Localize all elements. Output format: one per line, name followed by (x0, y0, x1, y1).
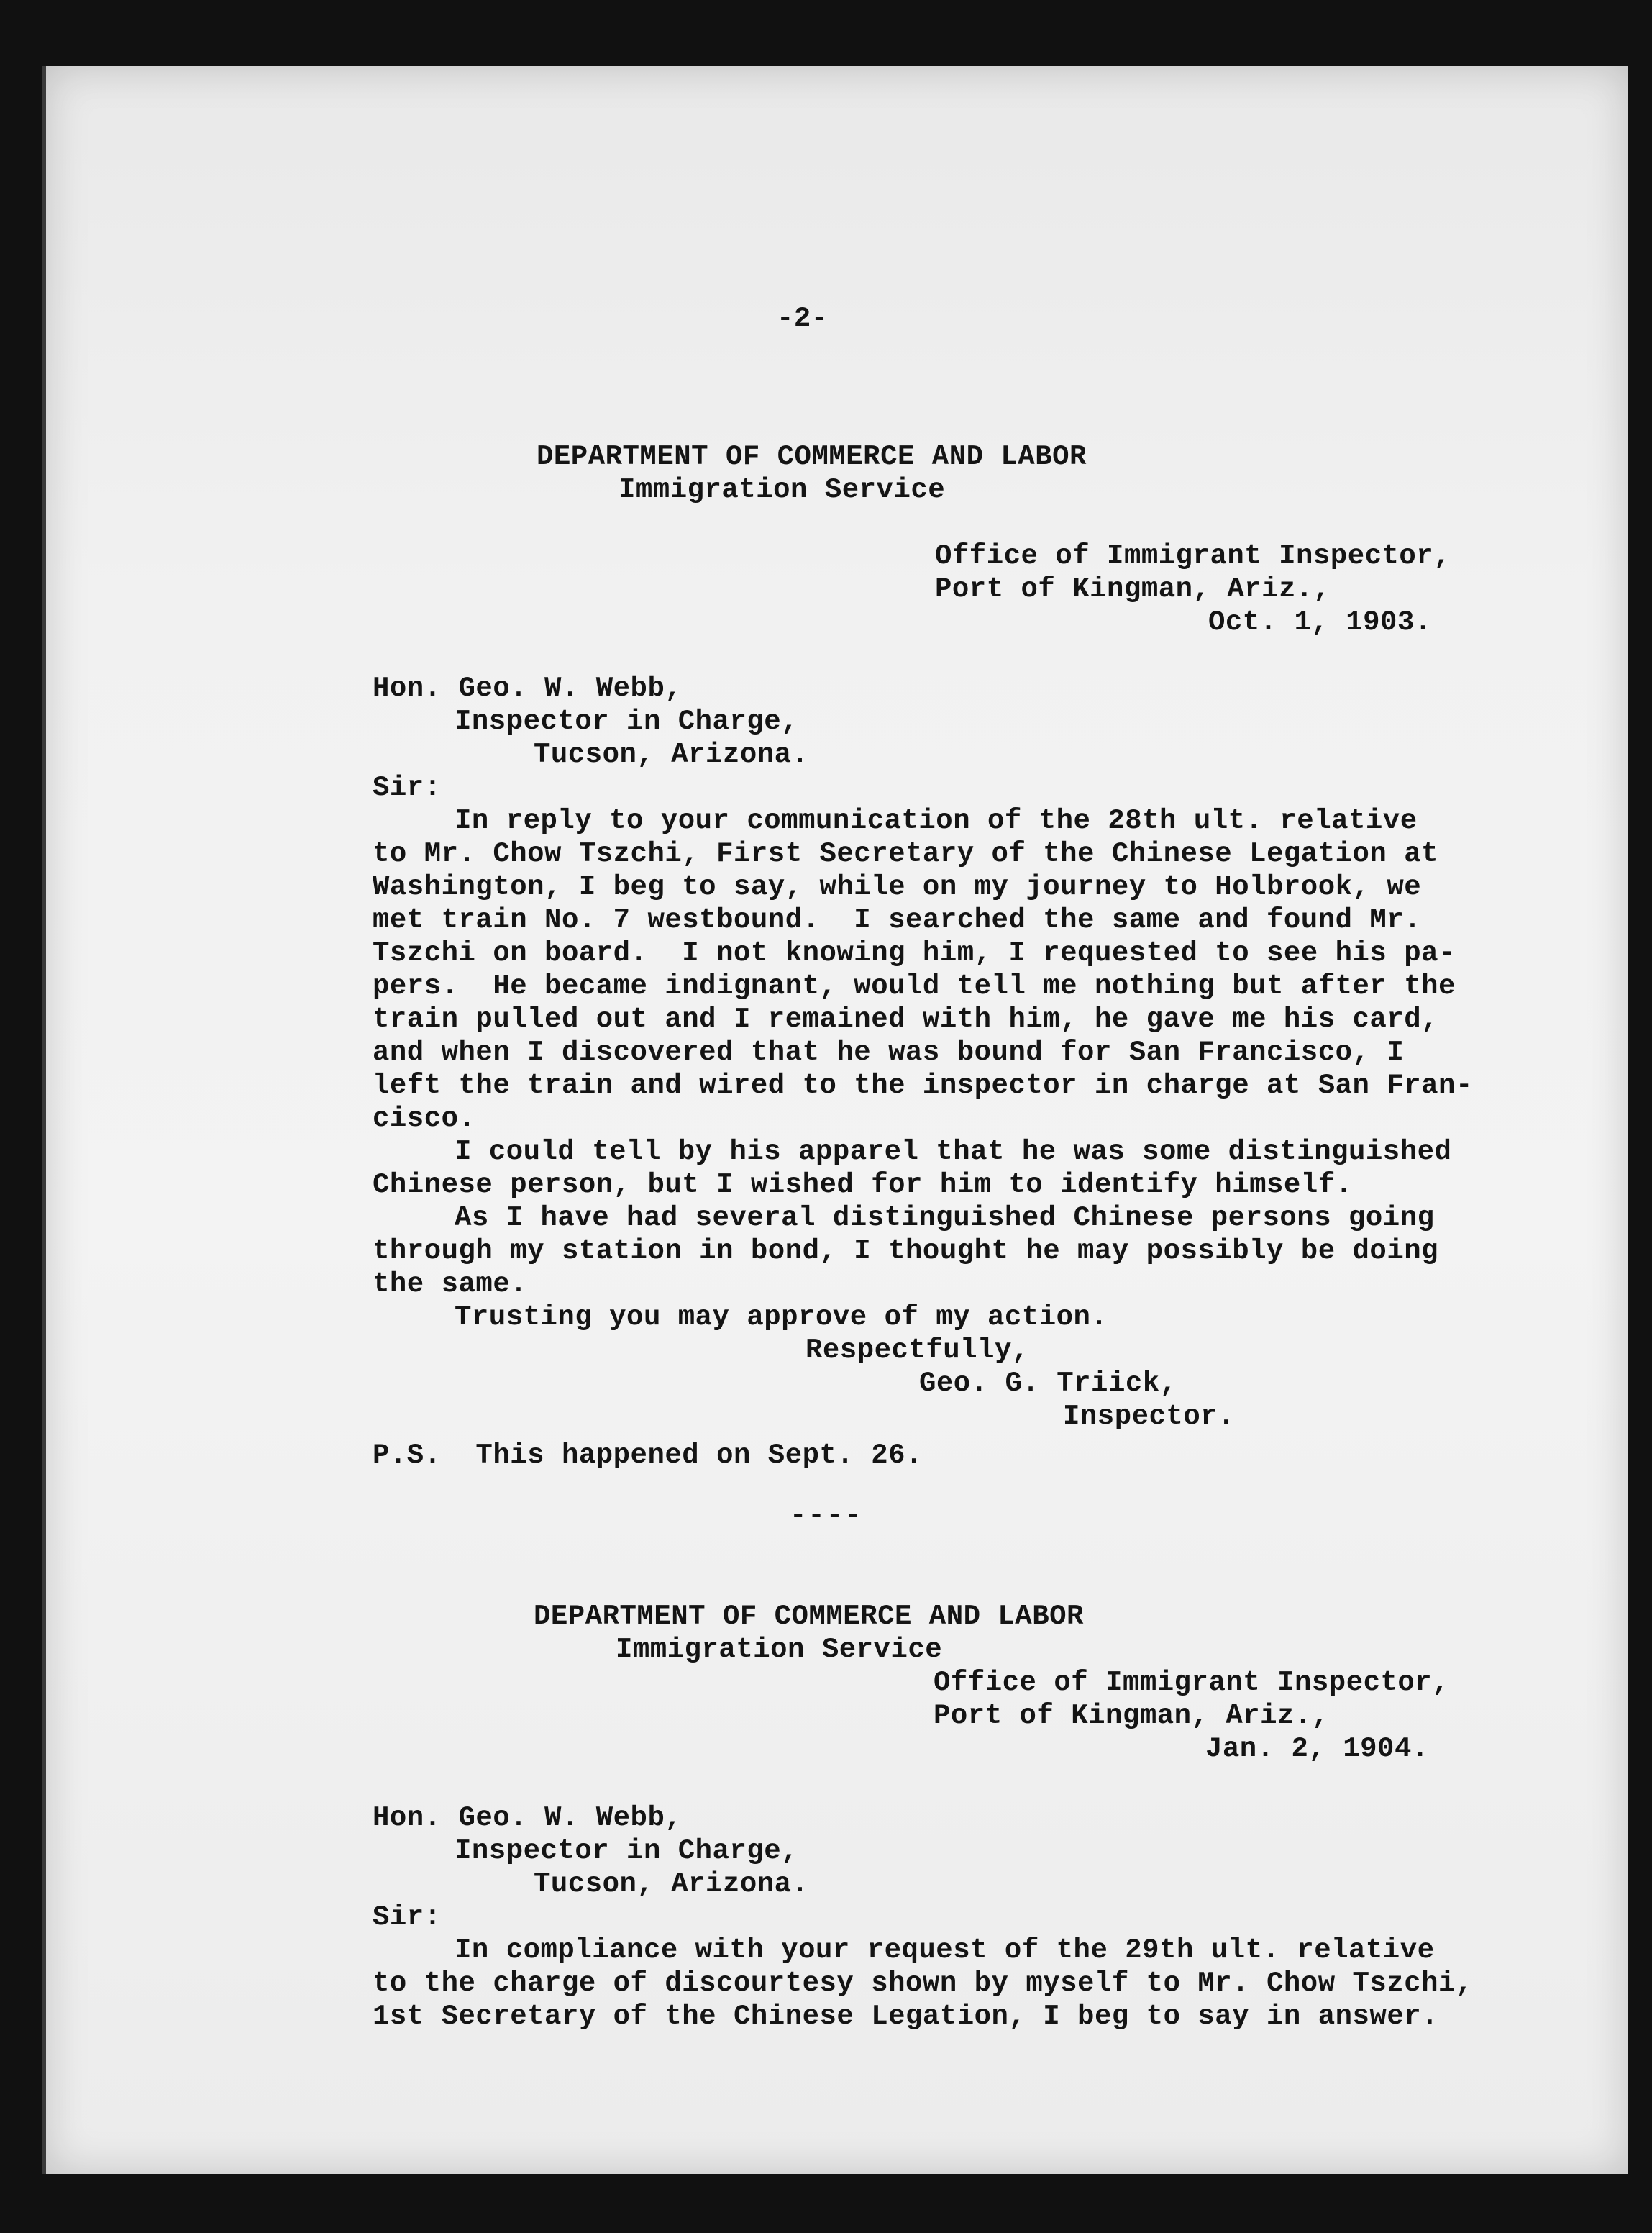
letter1-signer-title: Inspector. (1063, 1401, 1236, 1432)
letter2-body-line: 1st Secretary of the Chinese Legation, I beg to say in answer. (373, 2001, 1439, 2032)
letter1-salutation: Sir: (373, 772, 442, 804)
letter1-body-line: Chinese person, but I wished for him to identify himself. (373, 1169, 1353, 1201)
letter1-port-line: Port of Kingman, Ariz., (935, 573, 1331, 605)
letter1-body-line: I could tell by his apparel that he was some distinguished (455, 1136, 1452, 1168)
letter1-body-line: to Mr. Chow Tszchi, First Secretary of the Chinese Legation at (373, 838, 1439, 870)
document-page (42, 66, 1628, 2174)
letter2-office-line: Office of Immigrant Inspector, (934, 1667, 1450, 1698)
letter2-addressee: Hon. Geo. W. Webb, (373, 1802, 683, 1834)
letter1-addressee-title: Inspector in Charge, (455, 706, 799, 737)
letter2-addressee-title: Inspector in Charge, (455, 1835, 799, 1867)
letter1-body-line: train pulled out and I remained with him, he gave me his card, (373, 1004, 1439, 1035)
letter1-office-line: Office of Immigrant Inspector, (935, 540, 1451, 572)
letter1-addressee-location: Tucson, Arizona. (534, 739, 809, 770)
letter1-body-line: and when I discovered that he was bound for San Francisco, I (373, 1037, 1405, 1068)
letter1-body-line: As I have had several distinguished Chinese persons going (455, 1202, 1435, 1234)
letter1-body-line: pers. He became indignant, would tell me nothing but after the (373, 970, 1456, 1002)
letter2-salutation: Sir: (373, 1901, 442, 1933)
letter2-service-heading: Immigration Service (616, 1634, 943, 1665)
letter1-body-line: Tszchi on board. I not knowing him, I requested to see his pa- (373, 937, 1456, 969)
letter1-body-line: left the train and wired to the inspector in charge at San Fran- (373, 1070, 1473, 1101)
letter1-body-line: through my station in bond, I thought he may possibly be doing (373, 1235, 1439, 1267)
letter1-body-line: the same. (373, 1268, 528, 1300)
letter2-body-line: to the charge of discourtesy shown by myself to Mr. Chow Tszchi, (373, 1968, 1473, 1999)
letter1-department-heading: DEPARTMENT OF COMMERCE AND LABOR (537, 441, 1087, 473)
letter1-service-heading: Immigration Service (619, 474, 946, 506)
letter1-postscript: P.S. This happened on Sept. 26. (373, 1440, 923, 1471)
letter1-body-line: Washington, I beg to say, while on my journey to Holbrook, we (373, 871, 1422, 903)
letter1-body-line: met train No. 7 westbound. I searched the same and found Mr. (373, 904, 1422, 936)
letter1-body-line: cisco. (373, 1103, 476, 1134)
letter1-body-line: In reply to your communication of the 28th ult. relative (455, 805, 1418, 837)
letter1-body-line: Trusting you may approve of my action. (455, 1301, 1108, 1333)
page-number: -2- (777, 303, 829, 335)
letter1-signature: Geo. G. Triick, (919, 1368, 1177, 1399)
letter1-date: Oct. 1, 1903. (1208, 606, 1432, 638)
letter-separator: ---- (790, 1500, 863, 1532)
letter2-body-line: In compliance with your request of the 29th ult. relative (455, 1934, 1435, 1966)
letter2-addressee-location: Tucson, Arizona. (534, 1868, 809, 1900)
letter2-date: Jan. 2, 1904. (1205, 1733, 1429, 1765)
letter1-closing: Respectfully, (806, 1334, 1029, 1366)
letter1-addressee: Hon. Geo. W. Webb, (373, 673, 683, 704)
letter2-department-heading: DEPARTMENT OF COMMERCE AND LABOR (534, 1601, 1084, 1632)
letter2-port-line: Port of Kingman, Ariz., (934, 1700, 1329, 1732)
